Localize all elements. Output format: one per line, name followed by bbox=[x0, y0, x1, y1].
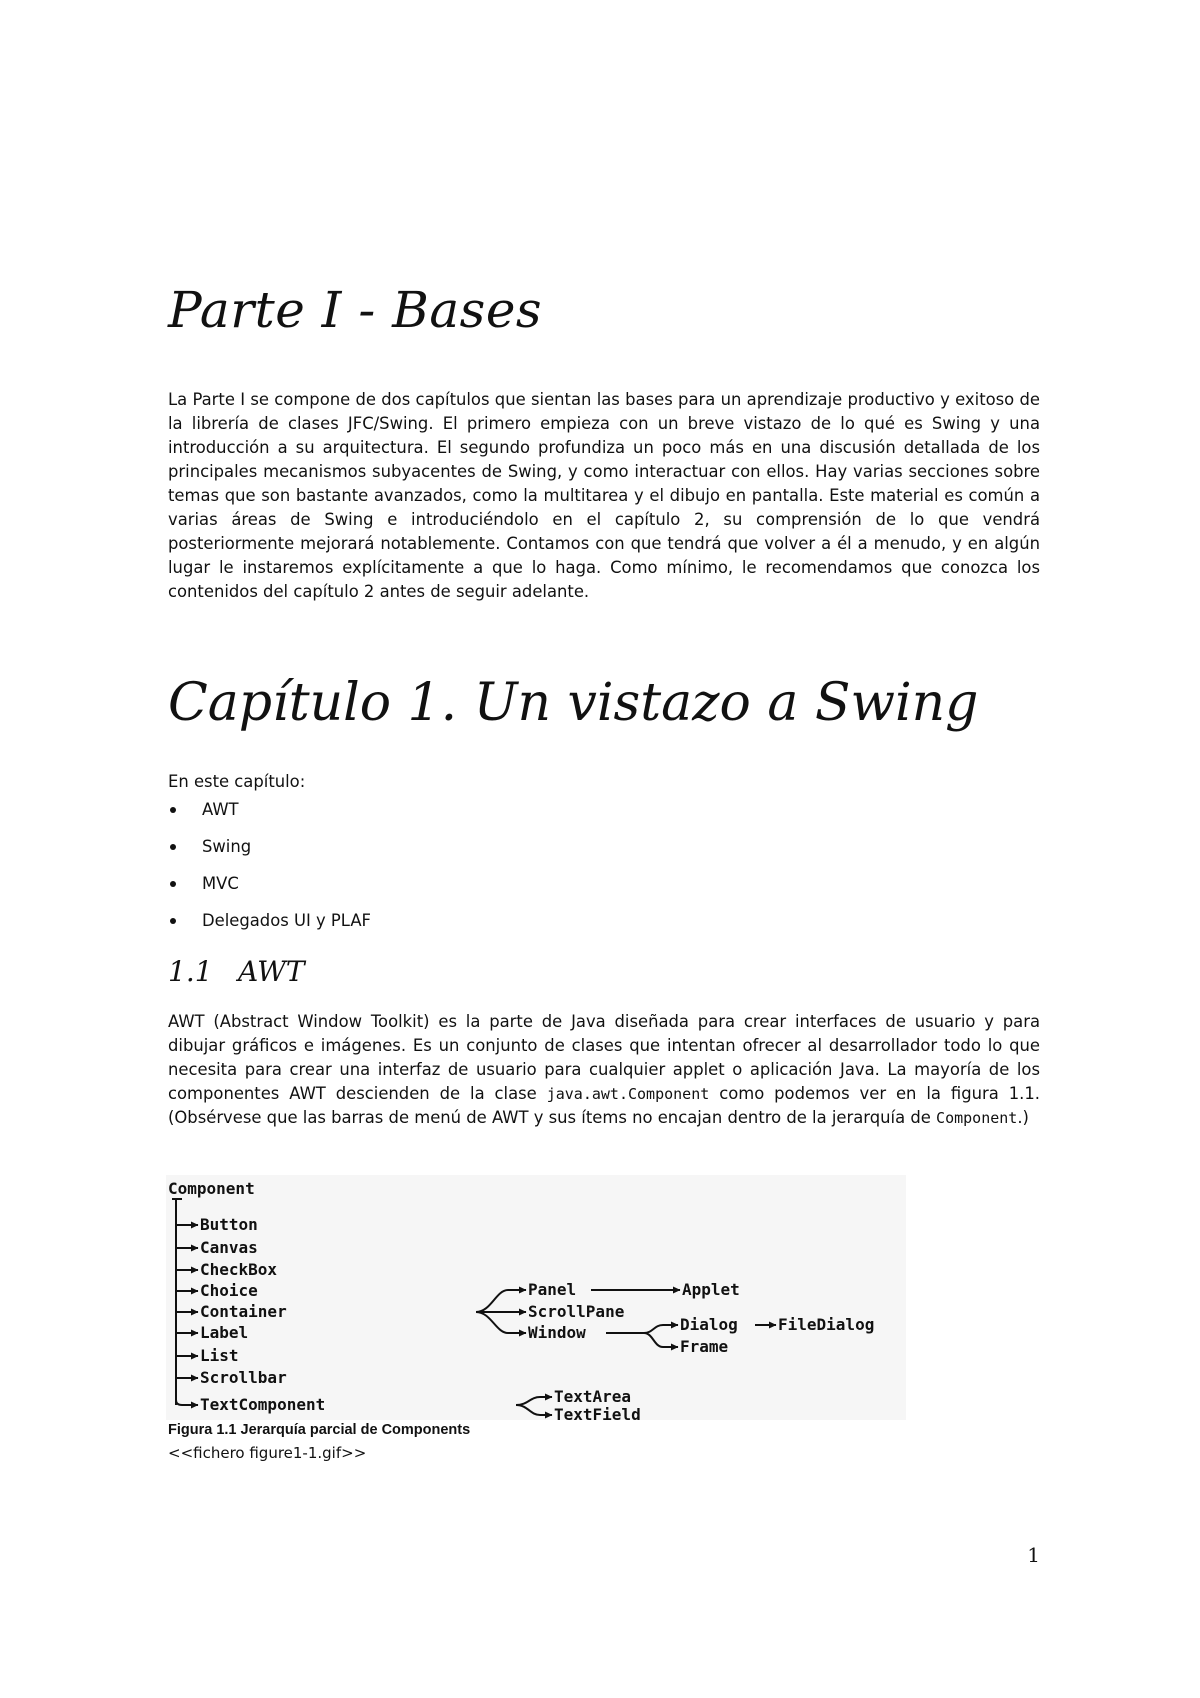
part-title: Parte I - Bases bbox=[168, 281, 543, 339]
part-intro-paragraph: La Parte I se compone de dos capítulos que sientan las bases para un aprendizaje productivo y exitoso de la librería de clases JFC/Swing. El primero empieza con un breve vistazo de lo qué es Swing y una introducción a su arquitectura. El segundo profundiza un poco más en una discusión detallada de los principales mecanismos subyacentes de Swing, y como interactuar con ellos. Hay varias secciones sobre temas que son bastante avanzados, como la multitarea y el dibujo en pantalla. Este material es común a varias áreas de Swing e introduciéndolo en el capítulo 2, su comprensión de lo que vendrá posteriormente mejorará notablemente. Contamos con que tendrá que volver a él a menudo, y en algún lugar le instaremos explícitamente a que lo haga. Como mínimo, le recomendamos que conozca los contenidos del capítulo 2 antes de seguir adelante. bbox=[168, 390, 1040, 601]
component-hierarchy-figure bbox=[166, 1175, 906, 1420]
list-item: MVC bbox=[168, 872, 371, 909]
connector-panel bbox=[476, 1290, 526, 1312]
node-list: List bbox=[200, 1346, 239, 1365]
node-applet: Applet bbox=[682, 1280, 740, 1299]
connector-window bbox=[476, 1312, 526, 1333]
node-window: Window bbox=[528, 1323, 586, 1342]
hierarchy-labels bbox=[168, 1179, 874, 1420]
node-component: Component bbox=[168, 1179, 255, 1198]
in-chapter-label: En este capítulo: bbox=[168, 772, 306, 791]
node-textfield: TextField bbox=[554, 1405, 641, 1420]
node-filedialog: FileDialog bbox=[778, 1315, 875, 1334]
node-frame: Frame bbox=[680, 1337, 729, 1356]
code-component: Component bbox=[936, 1109, 1018, 1127]
node-container: Container bbox=[200, 1302, 287, 1321]
document-page bbox=[168, 0, 1040, 1698]
list-item: Swing bbox=[168, 835, 371, 872]
node-label: Label bbox=[200, 1323, 249, 1342]
figure-filename: <<fichero figure1-1.gif>> bbox=[168, 1444, 367, 1462]
bullet-icon bbox=[170, 918, 176, 924]
page-number: 1 bbox=[1027, 1543, 1040, 1567]
chapter-title: Capítulo 1. Un vistazo a Swing bbox=[168, 673, 979, 733]
connector-textcomponent bbox=[176, 1400, 198, 1405]
list-item: Delegados UI y PLAF bbox=[168, 909, 371, 946]
node-scrollbar: Scrollbar bbox=[200, 1368, 287, 1387]
node-dialog: Dialog bbox=[680, 1315, 738, 1334]
node-choice: Choice bbox=[200, 1281, 258, 1300]
section-number: 1.1 bbox=[168, 955, 213, 988]
node-button: Button bbox=[200, 1215, 258, 1234]
list-item: AWT bbox=[168, 798, 371, 835]
bullet-icon bbox=[170, 881, 176, 887]
node-scrollpane: ScrollPane bbox=[528, 1302, 625, 1321]
connector-textfield bbox=[516, 1405, 552, 1415]
section-name: AWT bbox=[238, 955, 305, 988]
node-panel: Panel bbox=[528, 1280, 577, 1299]
node-checkbox: CheckBox bbox=[200, 1260, 278, 1279]
hierarchy-diagram bbox=[166, 1175, 906, 1420]
code-java-awt-component: java.awt.Component bbox=[546, 1085, 710, 1103]
connector-dialog bbox=[606, 1325, 678, 1333]
bullet-icon bbox=[170, 807, 176, 813]
figure-caption: Figura 1.1 Jerarquía parcial de Components bbox=[168, 1422, 471, 1438]
connector-textarea bbox=[516, 1397, 552, 1405]
chapter-topics-list bbox=[168, 798, 371, 946]
bullet-icon bbox=[170, 844, 176, 850]
node-canvas: Canvas bbox=[200, 1238, 258, 1257]
awt-paragraph: AWT (Abstract Window Toolkit) es la parte de Java diseñada para crear interfaces de usuario y para dibujar gráficos e imágenes. Es un conjunto de clases que intentan ofrecer al desarrollador todo lo que necesita para crear una interfaz de usuario para cualquier applet o aplicación Java. La mayoría de los componentes AWT descienden de la clase java.awt.Component como podemos ver en la figura 1.1. (Obsérvese que las barras de menú de AWT y sus ítems no encajan dentro de la jerarquía de Component.) bbox=[168, 1012, 1041, 1127]
section-title bbox=[168, 955, 305, 988]
node-textarea: TextArea bbox=[554, 1387, 632, 1406]
connector-frame bbox=[644, 1333, 678, 1347]
node-textcomponent: TextComponent bbox=[200, 1395, 326, 1414]
